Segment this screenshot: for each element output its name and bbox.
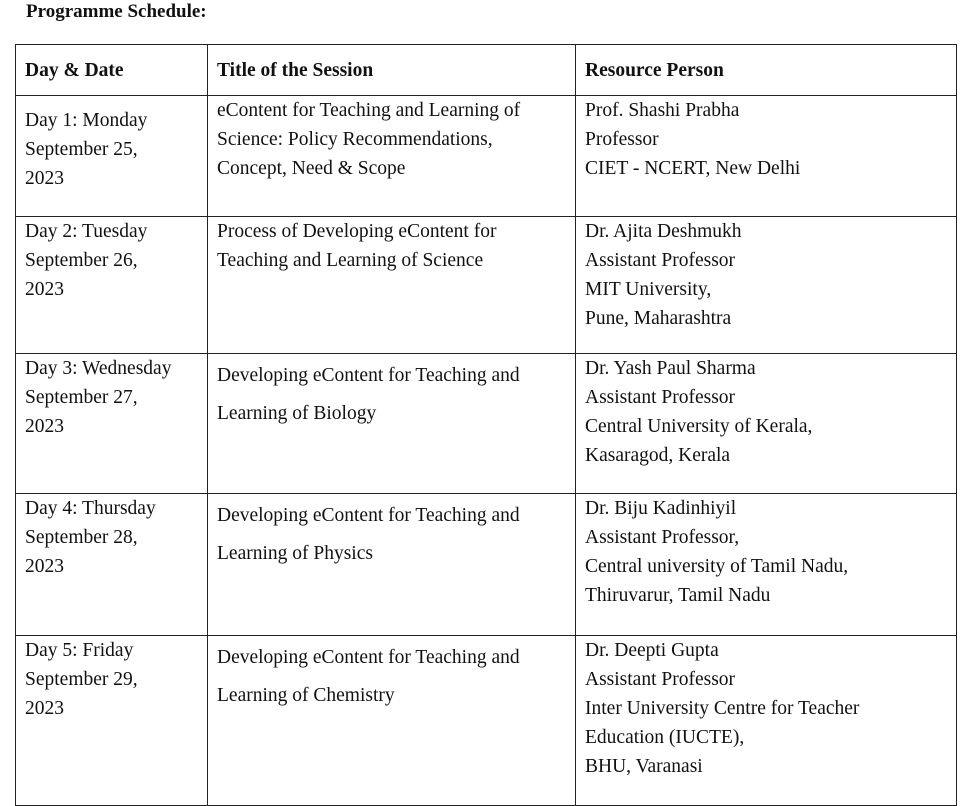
title-line: Science: Policy Recommendations, xyxy=(217,129,493,150)
date-line: September 27, xyxy=(25,387,138,408)
table-header-row xyxy=(16,45,957,96)
resource-person-cell xyxy=(576,494,957,636)
date-line: September 25, xyxy=(25,139,138,160)
person-designation: Assistant Professor xyxy=(585,250,736,271)
session-title-cell xyxy=(208,96,576,217)
day-date-cell xyxy=(16,96,208,217)
date-line: September 28, xyxy=(25,527,138,548)
title-line: eContent for Teaching and Learning of xyxy=(217,100,521,121)
person-name: Dr. Biju Kadinhiyil xyxy=(585,498,737,519)
year-line: 2023 xyxy=(25,416,64,437)
day-line: Day 3: Wednesday xyxy=(25,358,172,379)
day-line: Day 2: Tuesday xyxy=(25,221,148,242)
date-line: September 29, xyxy=(25,669,138,690)
person-location: BHU, Varanasi xyxy=(585,756,703,777)
title-line: Developing eContent for Teaching and xyxy=(217,365,520,386)
person-name: Prof. Shashi Prabha xyxy=(585,100,740,121)
title-line: Learning of Physics xyxy=(217,543,373,564)
title-line: Developing eContent for Teaching and xyxy=(217,647,520,668)
header-session-title: Title of the Session xyxy=(208,45,576,96)
table-row xyxy=(16,354,957,494)
year-line: 2023 xyxy=(25,698,64,719)
person-location: Thiruvarur, Tamil Nadu xyxy=(585,585,771,606)
table-row xyxy=(16,217,957,354)
year-line: 2023 xyxy=(25,168,64,189)
person-affiliation: Inter University Centre for Teacher xyxy=(585,698,860,719)
title-line: Process of Developing eContent for xyxy=(217,221,497,242)
person-affiliation: Central University of Kerala, xyxy=(585,416,813,437)
person-name: Dr. Deepti Gupta xyxy=(585,640,719,661)
table-row xyxy=(16,636,957,806)
resource-person-cell xyxy=(576,96,957,217)
table-row xyxy=(16,96,957,217)
session-title-cell xyxy=(208,636,576,806)
day-line: Day 1: Monday xyxy=(25,110,148,131)
person-location: Pune, Maharashtra xyxy=(585,308,732,329)
person-name: Dr. Yash Paul Sharma xyxy=(585,358,756,379)
table-row xyxy=(16,494,957,636)
person-designation: Assistant Professor, xyxy=(585,527,740,548)
session-title-cell xyxy=(208,494,576,636)
year-line: 2023 xyxy=(25,556,64,577)
day-line: Day 4: Thursday xyxy=(25,498,156,519)
person-designation: Assistant Professor xyxy=(585,387,736,408)
title-line: Learning of Biology xyxy=(217,403,377,424)
person-designation: Professor xyxy=(585,129,659,150)
page-title: Programme Schedule: xyxy=(26,1,207,22)
title-line: Learning of Chemistry xyxy=(217,685,395,706)
person-affiliation: Central university of Tamil Nadu, xyxy=(585,556,849,577)
year-line: 2023 xyxy=(25,279,64,300)
person-affiliation-cont: Education (IUCTE), xyxy=(585,727,745,748)
title-line: Teaching and Learning of Science xyxy=(217,250,484,271)
title-line: Concept, Need & Scope xyxy=(217,158,406,179)
title-line: Developing eContent for Teaching and xyxy=(217,505,520,526)
day-line: Day 5: Friday xyxy=(25,640,134,661)
day-date-cell xyxy=(16,354,208,494)
resource-person-cell xyxy=(576,354,957,494)
session-title-cell xyxy=(208,354,576,494)
resource-person-cell xyxy=(576,217,957,354)
header-resource-person: Resource Person xyxy=(576,45,957,96)
person-affiliation: CIET - NCERT, New Delhi xyxy=(585,158,801,179)
person-affiliation: MIT University, xyxy=(585,279,712,300)
session-title-cell xyxy=(208,217,576,354)
person-designation: Assistant Professor xyxy=(585,669,736,690)
date-line: September 26, xyxy=(25,250,138,271)
person-name: Dr. Ajita Deshmukh xyxy=(585,221,742,242)
day-date-cell xyxy=(16,636,208,806)
resource-person-cell xyxy=(576,636,957,806)
header-day-date: Day & Date xyxy=(16,45,208,96)
person-location: Kasaragod, Kerala xyxy=(585,445,731,466)
programme-schedule-table xyxy=(15,44,957,806)
day-date-cell xyxy=(16,217,208,354)
day-date-cell xyxy=(16,494,208,636)
